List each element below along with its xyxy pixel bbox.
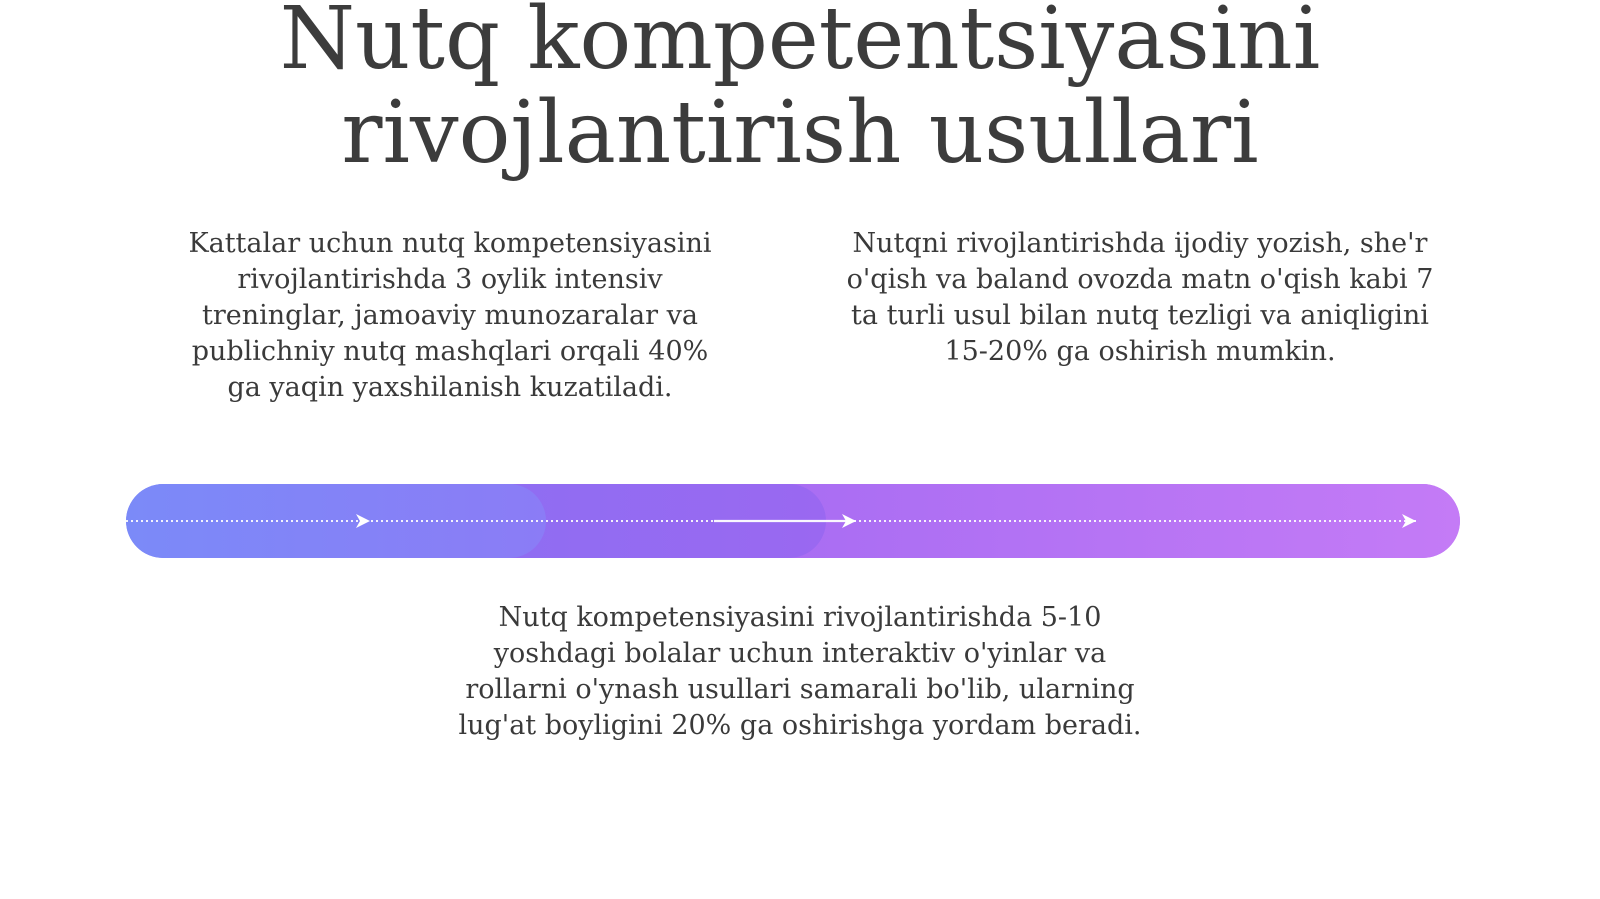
slide-title-line-1: Nutq kompetentsiyasini xyxy=(279,0,1321,89)
bottom-text-line: yoshdagi bolalar uchun interaktiv o'yinlar va xyxy=(493,638,1107,669)
right-text-line: 15-20% ga oshirish mumkin. xyxy=(944,336,1336,367)
left-text-line: ga yaqin yaxshilanish kuzatiladi. xyxy=(227,372,673,403)
bottom-text-line: rollarni o'ynash usullari samarali bo'lib, ularning xyxy=(465,674,1135,705)
bottom-text-line: Nutq kompetensiyasini rivojlantirishda 5-10 xyxy=(498,602,1102,633)
right-text-line: ta turli usul bilan nutq tezligi va aniqligini xyxy=(851,300,1429,331)
bottom-text-line: lug'at boyligini 20% ga oshirishga yordam beradi. xyxy=(458,710,1142,741)
slide-title xyxy=(0,0,1600,183)
left-text-line: Kattalar uchun nutq kompetensiyasini xyxy=(188,228,712,259)
timeline-arrows xyxy=(126,484,1460,558)
arrow-right-icon xyxy=(356,514,370,528)
right-text-line: o'qish va baland ovozda matn o'qish kabi 7 xyxy=(846,264,1434,295)
left-text-line: publichniy nutq mashqlari orqali 40% xyxy=(191,336,709,367)
left-text-block xyxy=(150,226,750,406)
right-text-line: Nutqni rivojlantirishda ijodiy yozish, she'r xyxy=(852,228,1428,259)
left-text-line: rivojlantirishda 3 oylik intensiv xyxy=(237,264,663,295)
bottom-text-block xyxy=(440,600,1160,744)
right-text-block xyxy=(830,226,1450,370)
slide-title-line-2: rivojlantirish usullari xyxy=(341,83,1259,183)
left-text-line: treninglar, jamoaviy munozaralar va xyxy=(202,300,698,331)
